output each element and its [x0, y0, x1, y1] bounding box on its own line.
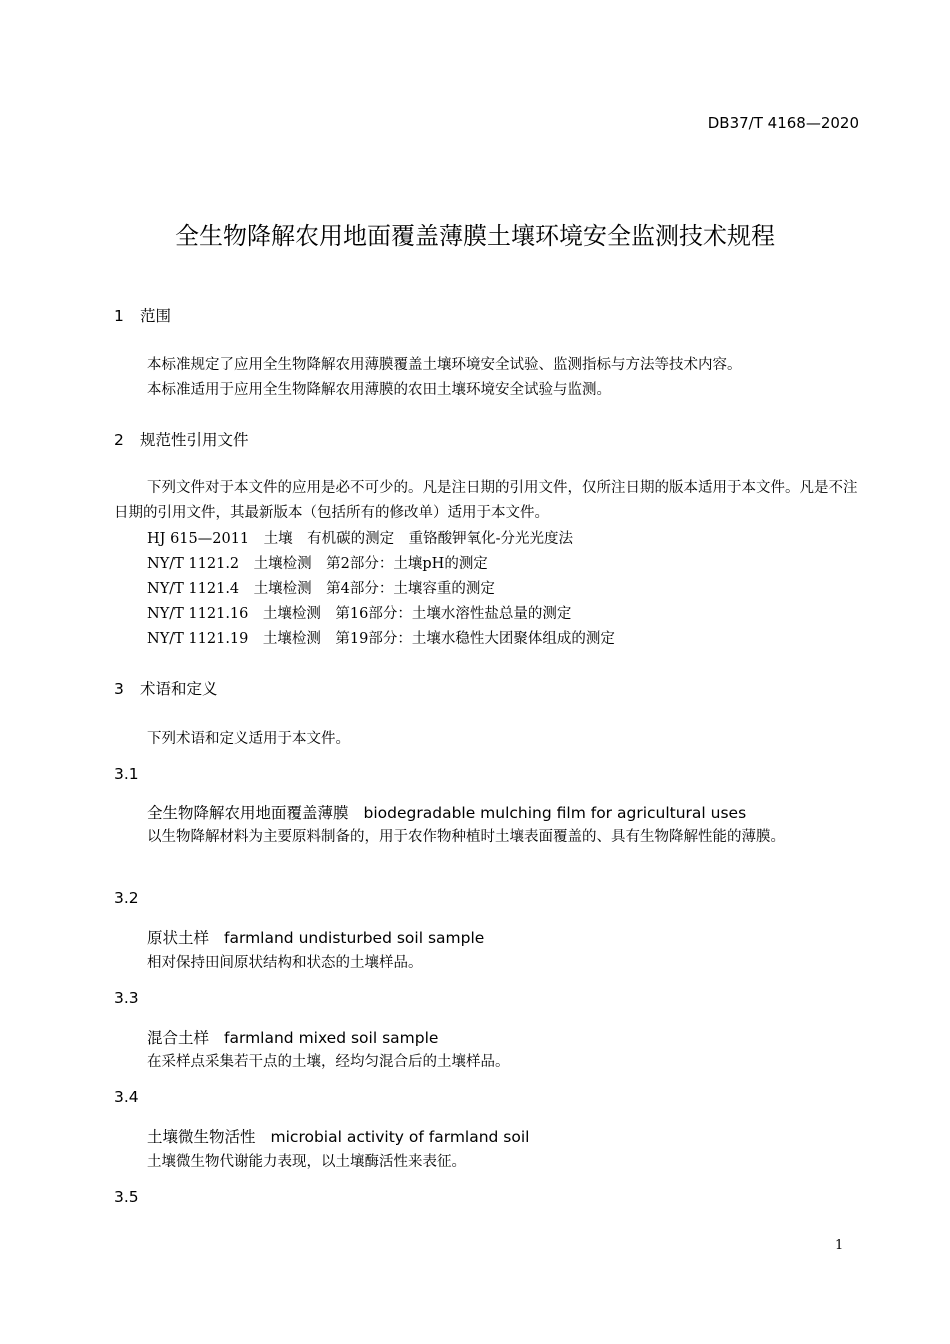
term-definition: 土壤微生物代谢能力表现，以土壤酶活性来表征。 — [147, 1154, 466, 1170]
term-entry — [147, 926, 484, 948]
term-chinese: 原状土样 — [147, 929, 210, 947]
section-heading-2 — [114, 428, 249, 450]
term-chinese: 土壤微生物活性 — [147, 1128, 256, 1146]
term-definition: 在采样点采集若干点的土壤，经均匀混合后的土壤样品。 — [147, 1054, 510, 1070]
section-number: 3 — [114, 680, 124, 698]
subsection-number: 3.2 — [114, 889, 139, 907]
term-chinese: 混合土样 — [147, 1029, 210, 1047]
section-title: 规范性引用文件 — [140, 431, 249, 449]
term-english: biodegradable mulching film for agricultural uses — [363, 804, 747, 822]
reference-item: NY/T 1121.2 土壤检测 第2部分：土壤pH的测定 — [147, 556, 488, 572]
term-entry — [147, 801, 746, 823]
section-title: 术语和定义 — [140, 680, 218, 698]
paragraph: 下列文件对于本文件的应用是必不可少的。凡是注日期的引用文件，仅所注日期的版本适用于本文件。凡是不注日期的引用文件，其最新版本（包括所有的修改单）适用于本文件。 — [114, 480, 858, 521]
subsection-number: 3.1 — [114, 765, 139, 783]
reference-item: NY/T 1121.16 土壤检测 第16部分：土壤水溶性盐总量的测定 — [147, 606, 572, 622]
section-number: 2 — [114, 431, 124, 449]
reference-item: HJ 615—2011 土壤 有机碳的测定 重铬酸钾氧化-分光光度法 — [147, 531, 574, 547]
section-heading-3 — [114, 677, 218, 699]
reference-item: NY/T 1121.4 土壤检测 第4部分：土壤容重的测定 — [147, 581, 495, 597]
section-title: 范围 — [140, 307, 172, 325]
term-english: microbial activity of farmland soil — [270, 1128, 530, 1146]
page-number: 1 — [835, 1238, 844, 1253]
paragraph: 本标准规定了应用全生物降解农用薄膜覆盖土壤环境安全试验、监测指标与方法等技术内容。 — [147, 357, 742, 373]
term-english: farmland undisturbed soil sample — [224, 929, 485, 947]
subsection-number: 3.5 — [114, 1188, 139, 1206]
subsection-number: 3.3 — [114, 989, 139, 1007]
section-number: 1 — [114, 307, 124, 325]
section-heading-1 — [114, 304, 171, 326]
term-chinese: 全生物降解农用地面覆盖薄膜 — [147, 804, 349, 822]
reference-item: NY/T 1121.19 土壤检测 第19部分：土壤水稳性大团聚体组成的测定 — [147, 631, 615, 647]
paragraph: 本标准适用于应用全生物降解农用薄膜的农田土壤环境安全试验与监测。 — [147, 382, 611, 398]
term-definition: 相对保持田间原状结构和状态的土壤样品。 — [147, 955, 423, 971]
term-english: farmland mixed soil sample — [224, 1029, 439, 1047]
subsection-number: 3.4 — [114, 1088, 139, 1106]
term-entry — [147, 1125, 529, 1147]
term-definition: 以生物降解材料为主要原料制备的，用于农作物种植时土壤表面覆盖的、具有生物降解性能的薄膜。 — [147, 829, 785, 845]
document-number: DB37/T 4168—2020 — [707, 114, 859, 132]
paragraph: 下列术语和定义适用于本文件。 — [147, 731, 350, 747]
term-entry — [147, 1026, 438, 1048]
page-title: 全生物降解农用地面覆盖薄膜土壤环境安全监测技术规程 — [175, 222, 775, 250]
